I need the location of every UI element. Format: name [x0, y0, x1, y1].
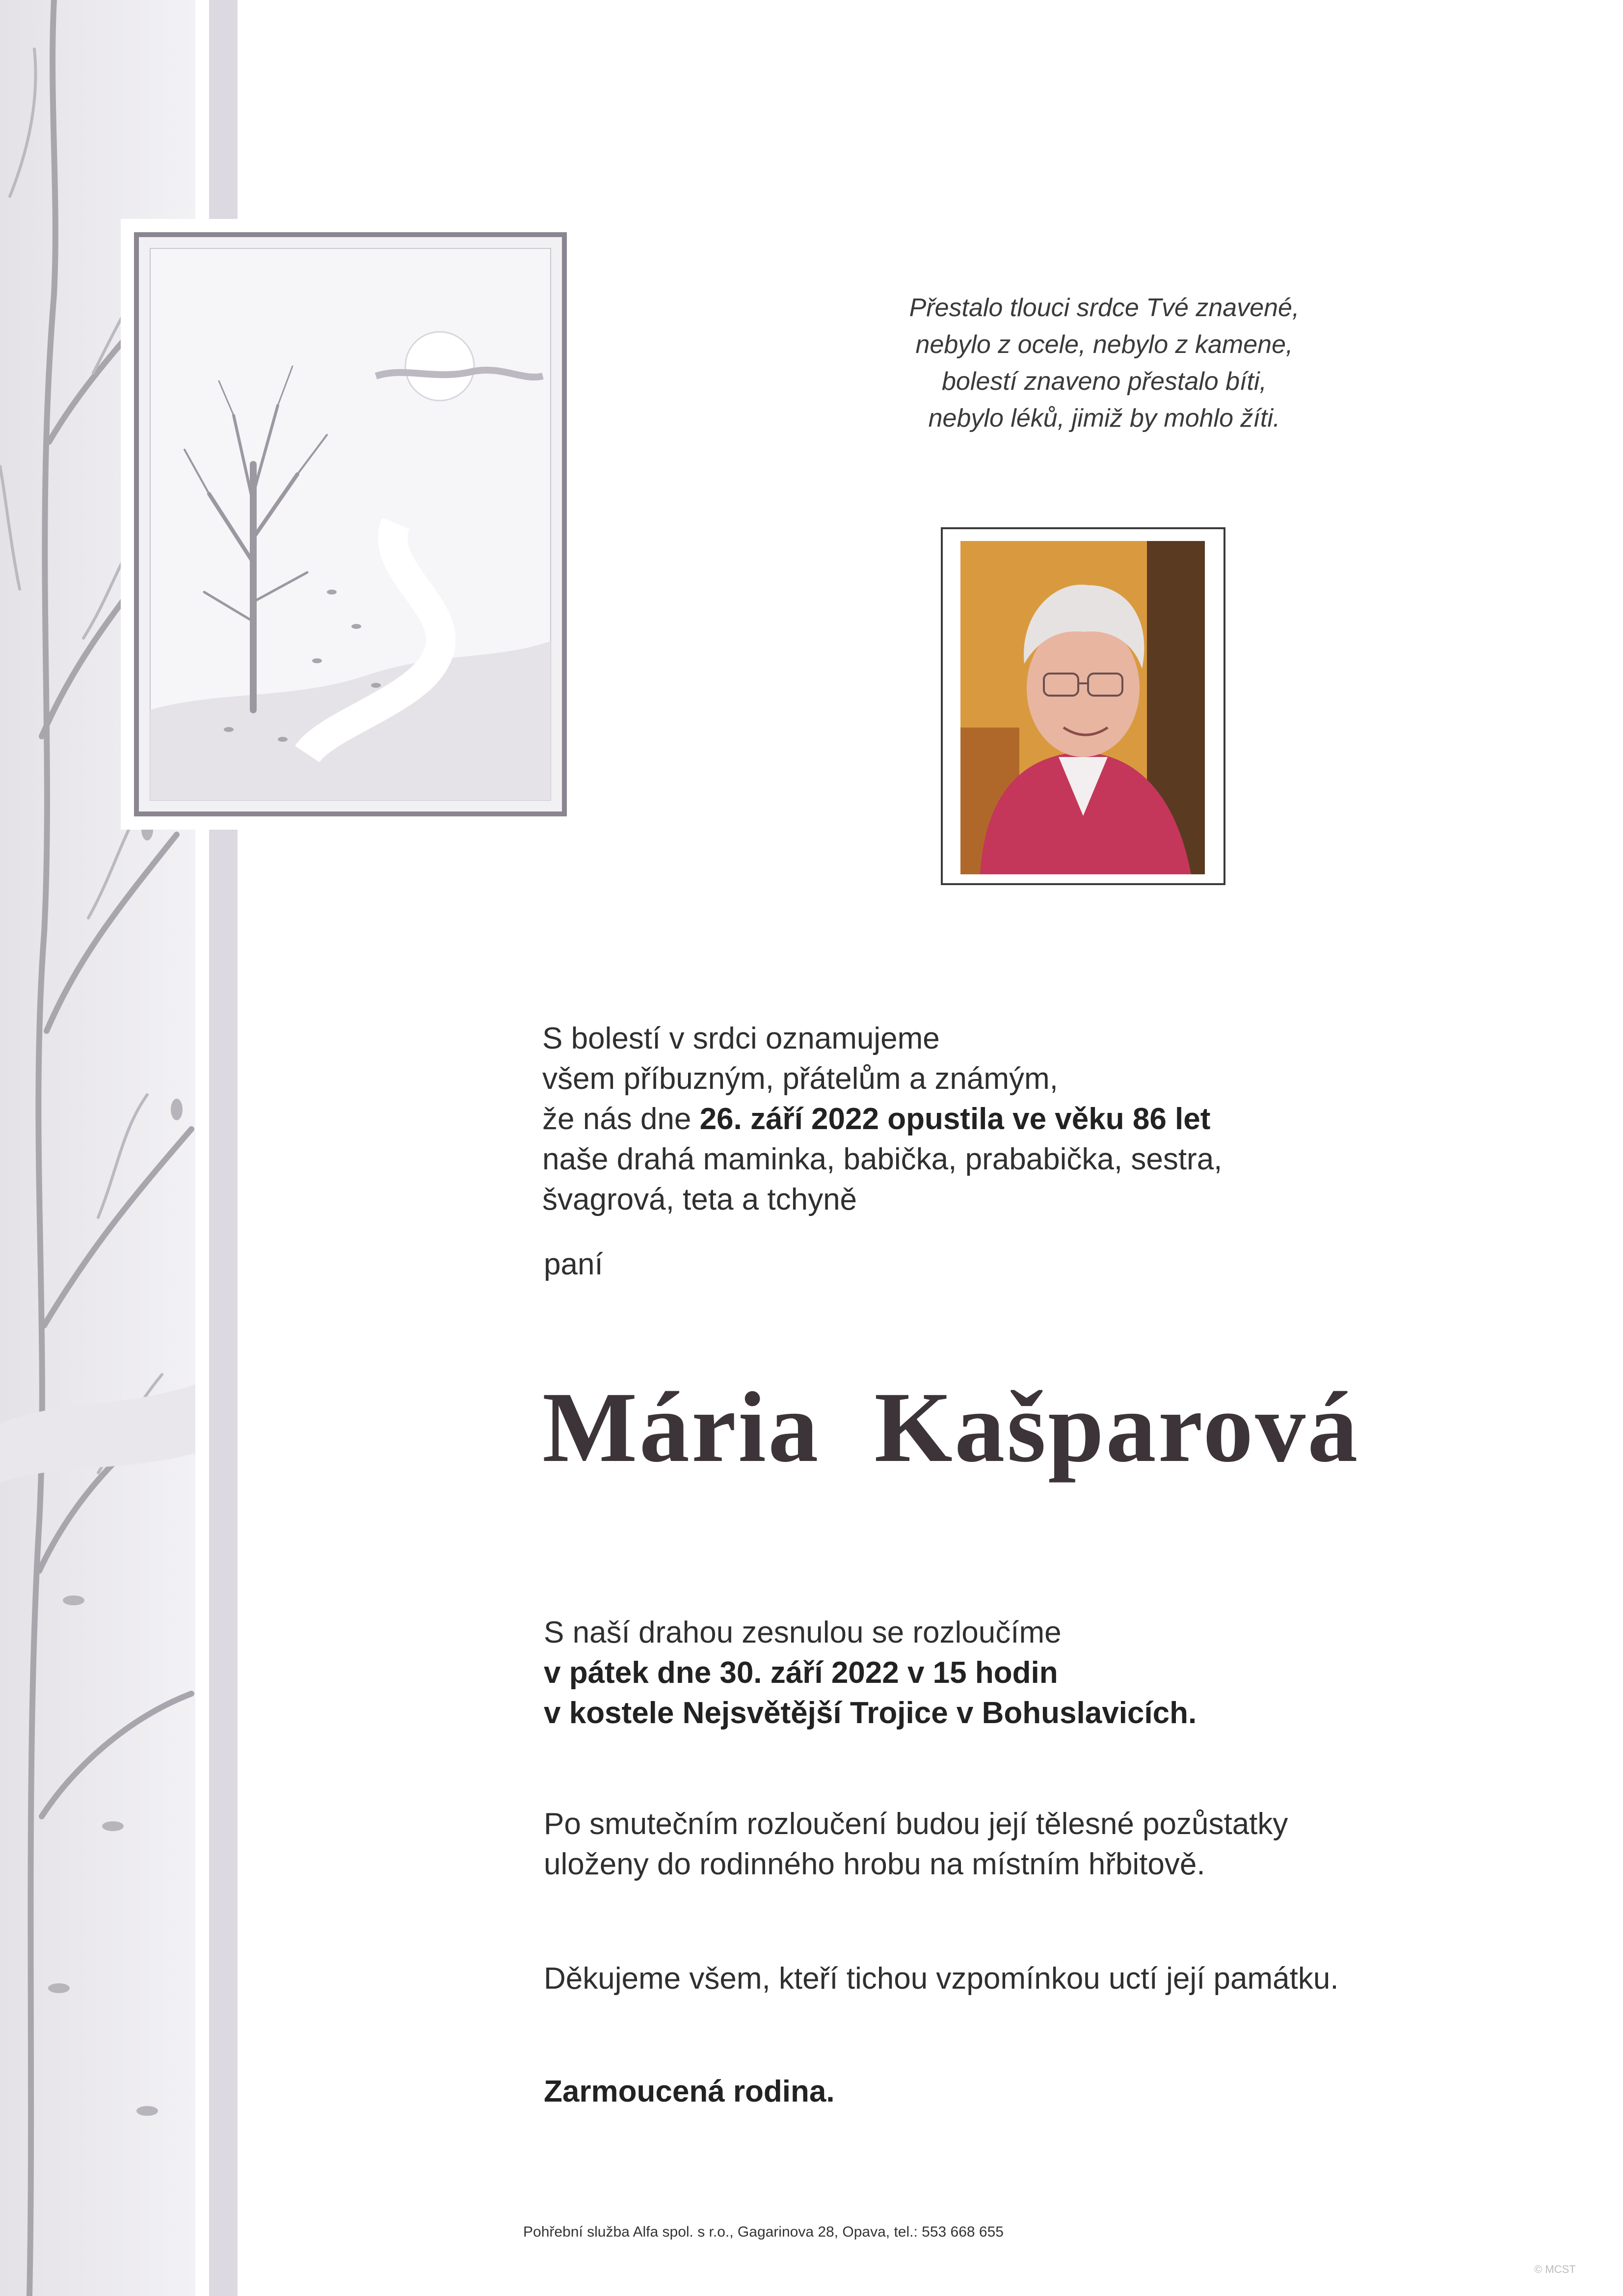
funeral-date-time-text: v pátek dne 30. září 2022 v 15 hodin	[544, 1656, 1058, 1690]
burial-line: Po smutečním rozloučení budou její tělesné pozůstatky	[544, 1807, 1288, 1841]
funeral-service-footer: Pohřební služba Alfa spol. s r.o., Gagarinova 28, Opava, tel.: 553 668 655	[523, 2224, 1004, 2240]
announcement-line: všem příbuzným, přátelům a známým,	[542, 1062, 1058, 1096]
portrait-photo	[960, 541, 1205, 874]
announcement-line: S bolestí v srdci oznamujeme	[542, 1022, 940, 1055]
burial-line: uloženy do rodinného hrobu na místním hřbitově.	[544, 1847, 1205, 1881]
funeral-date-time	[544, 1653, 1197, 1693]
announcement-date-prefix: že nás dne	[542, 1102, 700, 1136]
funeral-place-text: v kostele Nejsvětější Trojice v Bohuslavicích.	[544, 1696, 1197, 1730]
poem-line: nebylo z ocele, nebylo z kamene,	[915, 330, 1293, 359]
thanks-line: Děkujeme všem, kteří tichou vzpomínkou uctí její památku.	[544, 1962, 1339, 1996]
burial-note	[544, 1804, 1288, 1885]
portrait-frame	[941, 527, 1225, 885]
deceased-last-name: Kašparová	[874, 1372, 1360, 1483]
family-signature: Zarmoucená rodina.	[544, 2075, 835, 2108]
announcement-line: švagrová, teta a tchyně	[542, 1183, 857, 1216]
honorific: paní	[544, 1247, 603, 1281]
funeral-intro: S naší drahou zesnulou se rozloučíme	[544, 1616, 1062, 1649]
poem-line: nebylo léků, jimiž by mohlo žíti.	[928, 404, 1280, 432]
announcement-line-date	[542, 1099, 1222, 1139]
corner-mark: © MCST	[1534, 2263, 1576, 2275]
deceased-first-name: Mária	[542, 1372, 821, 1483]
memorial-poem	[834, 290, 1374, 437]
winter-tree-vignette	[121, 219, 580, 830]
poem-line: Přestalo tlouci srdce Tvé znavené,	[909, 294, 1300, 322]
announcement	[542, 1019, 1222, 1220]
announcement-line: naše drahá maminka, babička, prababička, sestra,	[542, 1142, 1223, 1176]
death-date-age: 26. září 2022 opustila ve věku 86 let	[699, 1102, 1211, 1136]
deceased-name	[542, 1370, 1359, 1486]
funeral-details	[544, 1613, 1197, 1733]
funeral-place	[544, 1693, 1197, 1733]
poem-line: bolestí znaveno přestalo bíti,	[942, 367, 1267, 396]
